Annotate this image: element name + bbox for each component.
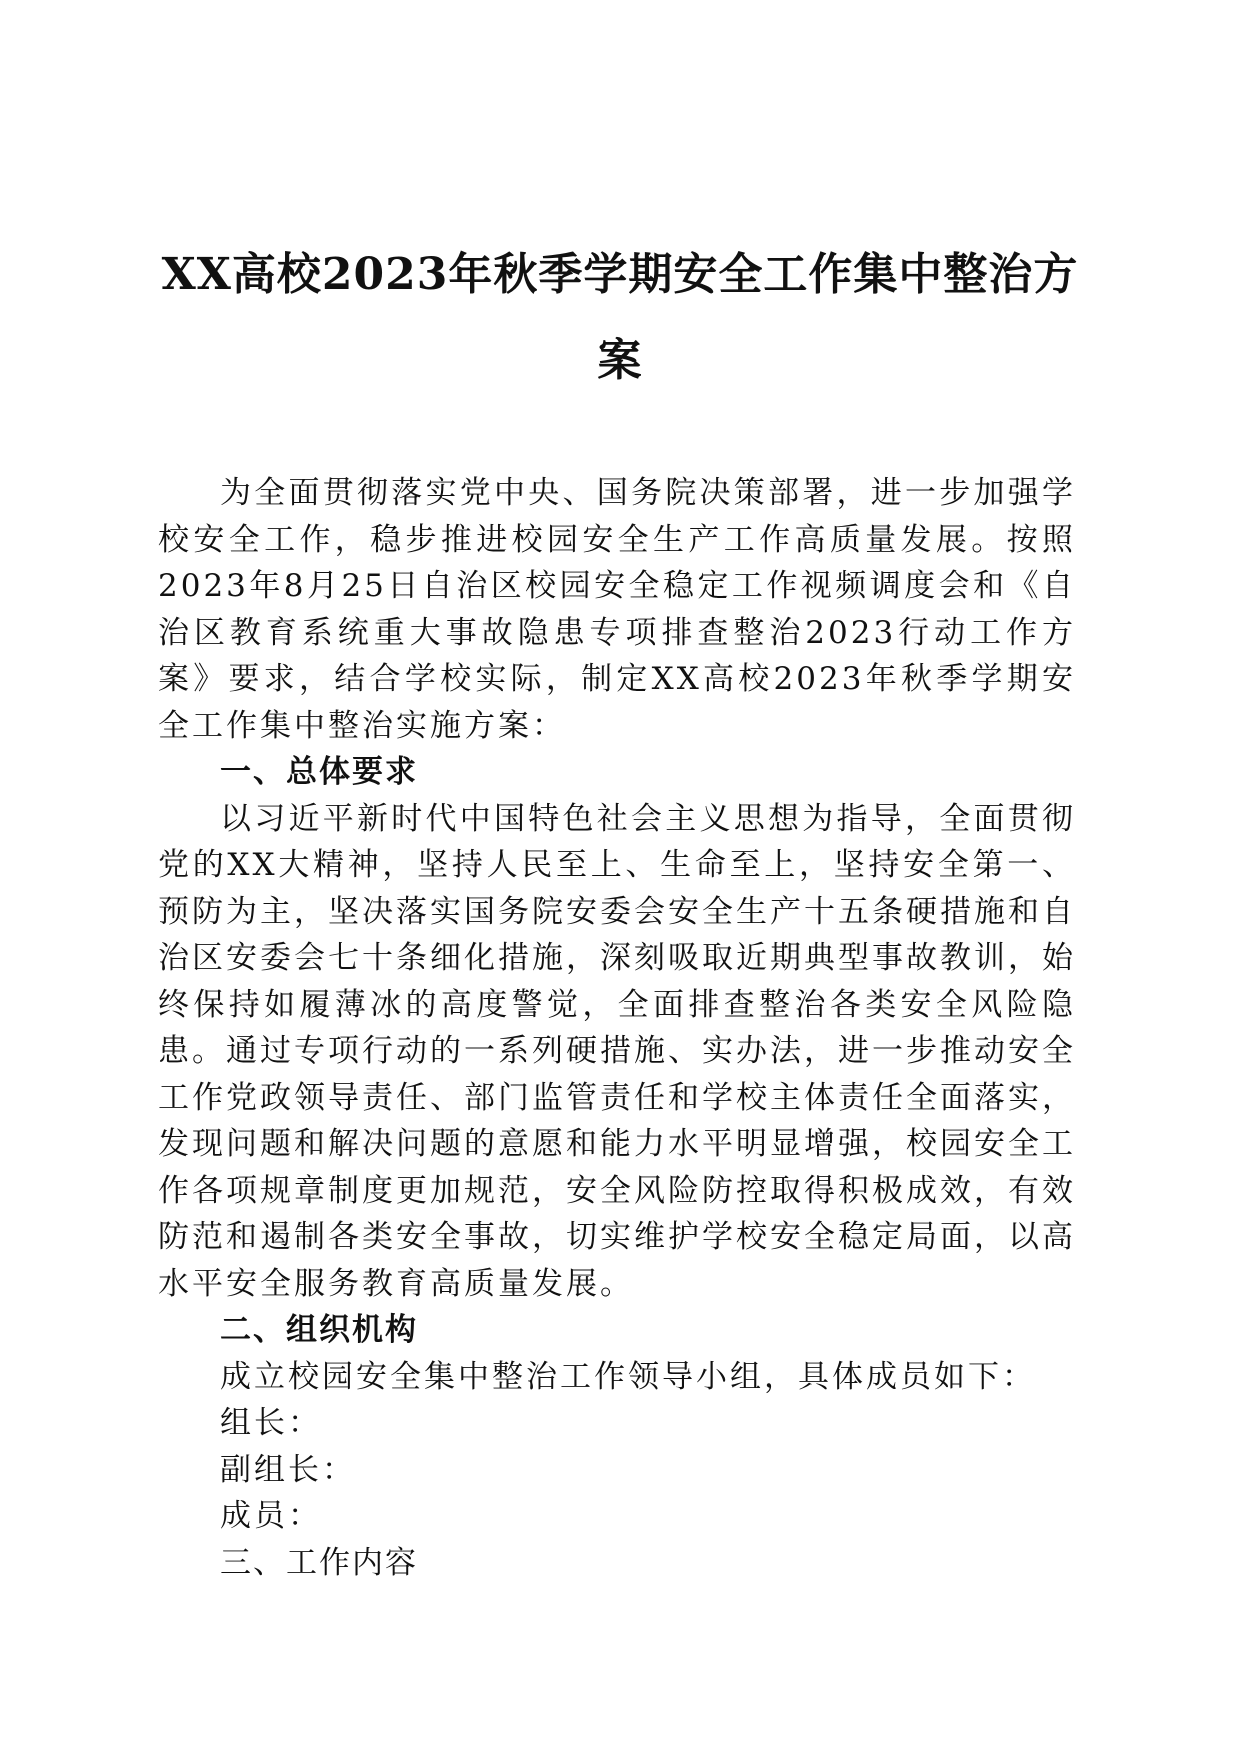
section-3-heading: 三、工作内容	[220, 1544, 418, 1581]
section-1-paragraph: 以习近平新时代中国特色社会主义思想为指导，全面贯彻党的XX大精神，坚持人民至上、生命至上，坚持安全第一、预防为主，坚决落实国务院安委会安全生产十五条硬措施和自治区安委会七十条细化措施，深刻吸取近期典型事故教训，始终保持如履薄冰的高度警觉，全面排查整治各类安全风险隐患。通过专项行动的一系列硬措施、实办法，进一步推动安全工作党政领导责任、部门监管责任和学校主体责任全面落实，发现问题和解决问题的意愿和能力水平明显增强，校园安全工作各项规章制度更加规范，安全风险防控取得积极成效，有效防范和遏制各类安全事故，切实维护学校安全稳定局面，以高水平安全服务教育高质量发展。	[158, 800, 1076, 1302]
section-1-heading: 一、总体要求	[220, 754, 418, 790]
document-body	[158, 470, 1076, 1586]
members-line: 成员：	[220, 1498, 322, 1534]
leader-line: 组长：	[220, 1405, 322, 1441]
deputy-leader-line: 副组长：	[220, 1451, 356, 1488]
intro-paragraph: 为全面贯彻落实党中央、国务院决策部署，进一步加强学校安全工作，稳步推进校园安全生产工作高质量发展。按照2023年8月25日自治区校园安全稳定工作视频调度会和《自治区教育系统重大事故隐患专项排查整治2023行动工作方案》要求，结合学校实际，制定XX高校2023年秋季学期安全工作集中整治实施方案：	[158, 475, 1076, 744]
document-title	[140, 232, 1100, 404]
title-line-2: 案	[597, 335, 643, 386]
section-2-paragraph: 成立校园安全集中整治工作领导小组，具体成员如下：	[220, 1358, 1036, 1395]
title-line-1: XX高校2023年秋季学期安全工作集中整治方	[161, 249, 1079, 300]
section-2-heading: 二、组织机构	[220, 1312, 418, 1348]
